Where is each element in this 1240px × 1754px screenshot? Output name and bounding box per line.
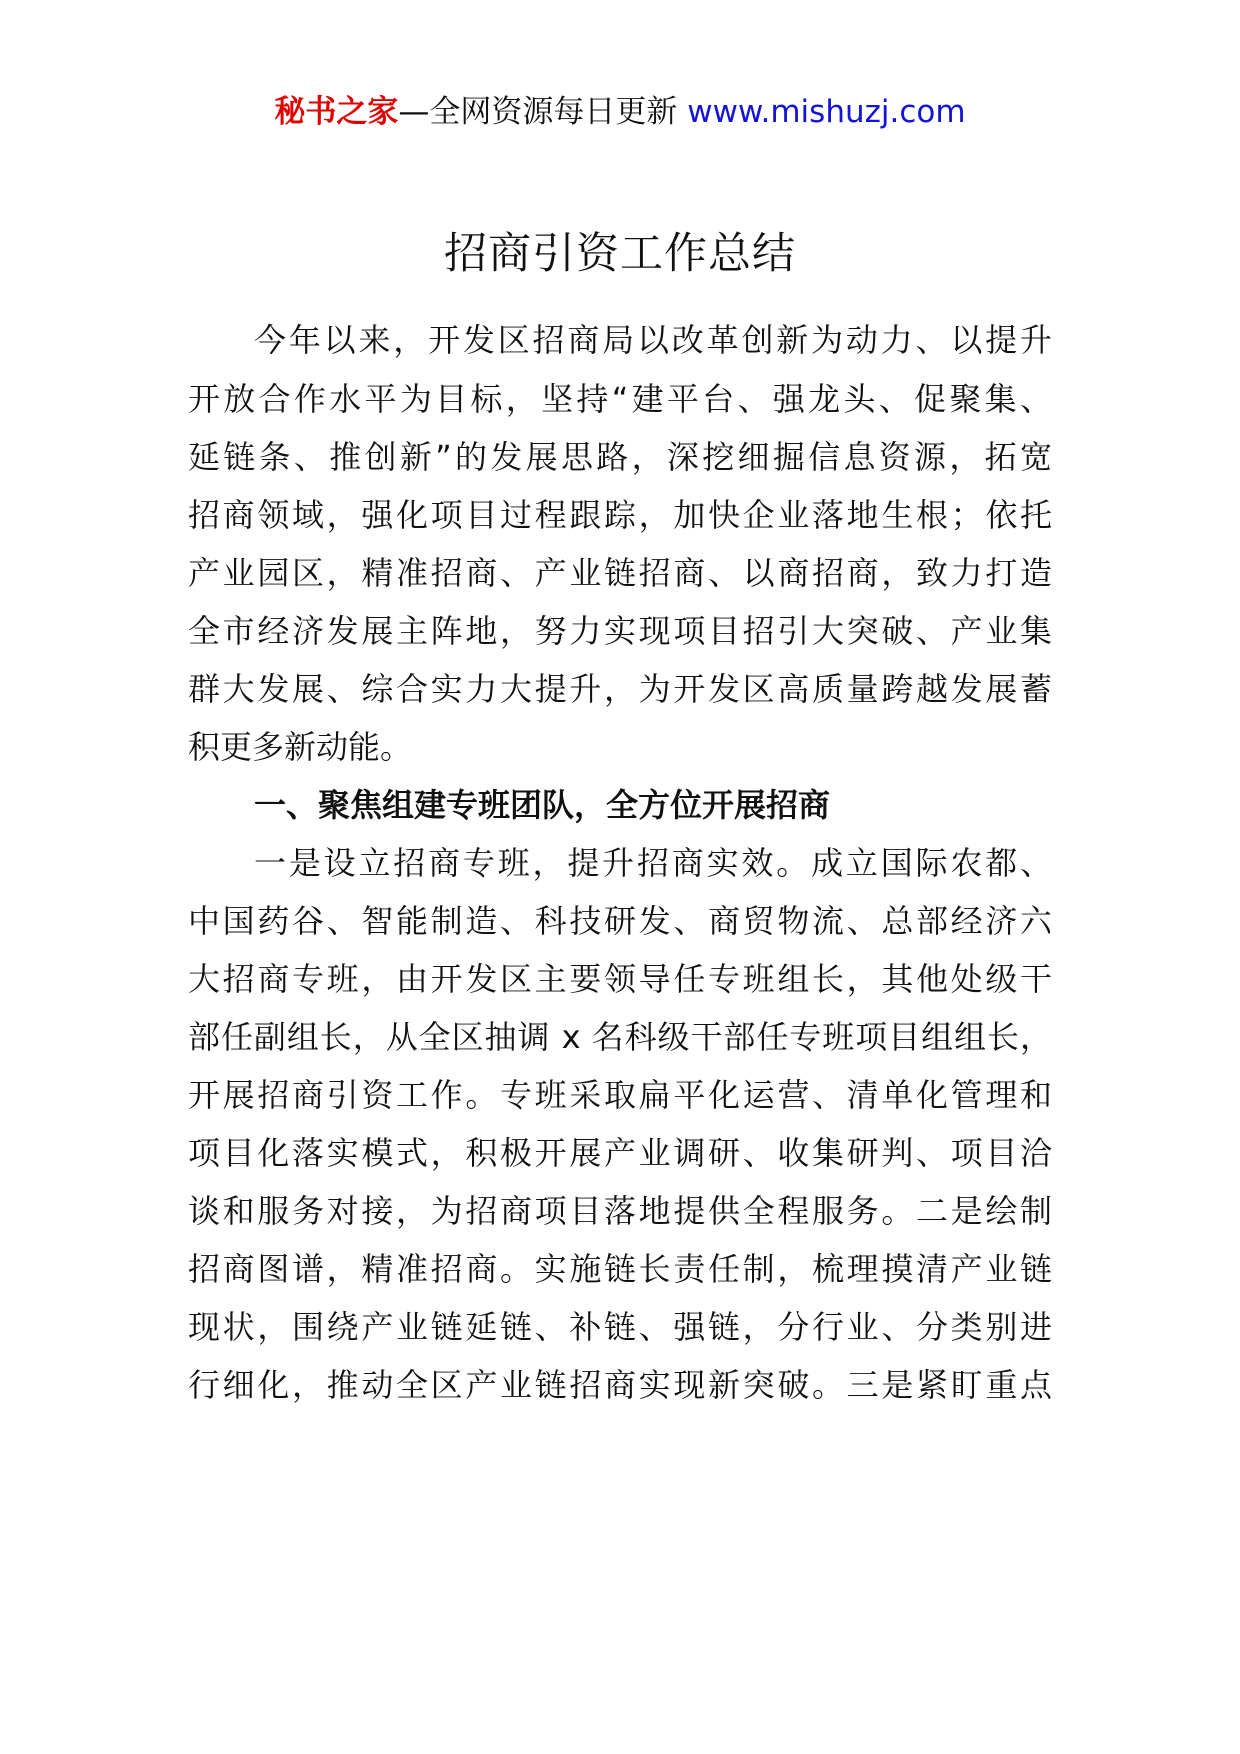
section-heading: 一、聚焦组建专班团队，全方位开展招商 [254,786,831,824]
brand-name: 秘书之家 [274,94,399,130]
paragraph-line: 部任副组长，从全区抽调 x 名科级干部任专班项目组组长， [188,1018,1052,1056]
site-header [0,92,1240,132]
paragraph-line: 现状，围绕产业链延链、补链、强链，分行业、分类别进 [188,1308,1052,1346]
paragraph-line: 招商图谱，精准招商。实施链长责任制，梳理摸清产业链 [188,1250,1052,1288]
paragraph-line: 行细化，推动全区产业链招商实现新突破。三是紧盯重点 [188,1366,1052,1404]
paragraph-line: 全市经济发展主阵地，努力实现项目招引大突破、产业集 [188,612,1052,650]
paragraph-line: 产业园区，精准招商、产业链招商、以商招商，致力打造 [188,554,1052,592]
paragraph-line: 今年以来，开发区招商局以改革创新为动力、以提升 [254,321,1052,359]
paragraph-line: 招商领域，强化项目过程跟踪，加快企业落地生根；依托 [188,496,1052,534]
site-url[interactable]: www.mishuzj.com [687,94,966,130]
paragraph-line: 开放合作水平为目标，坚持“建平台、强龙头、促聚集、 [188,380,1052,418]
paragraph-line: 积更多新动能。 [188,728,413,766]
paragraph-line: 一是设立招商专班，提升招商实效。成立国际农都、 [254,844,1052,882]
paragraph-line: 延链条、推创新”的发展思路，深挖细掘信息资源，拓宽 [188,438,1052,476]
paragraph-line: 群大发展、综合实力大提升，为开发区高质量跨越发展蓄 [188,670,1052,708]
site-slogan: —全网资源每日更新 [398,94,678,130]
paragraph-line: 大招商专班，由开发区主要领导任专班组长，其他处级干 [188,960,1052,998]
paragraph-line: 开展招商引资工作。专班采取扁平化运营、清单化管理和 [188,1076,1052,1114]
paragraph-line: 中国药谷、智能制造、科技研发、商贸物流、总部经济六 [188,902,1052,940]
paragraph-line: 谈和服务对接，为招商项目落地提供全程服务。二是绘制 [188,1192,1052,1230]
paragraph-line: 项目化落实模式，积极开展产业调研、收集研判、项目洽 [188,1134,1052,1172]
document-title: 招商引资工作总结 [444,229,796,279]
